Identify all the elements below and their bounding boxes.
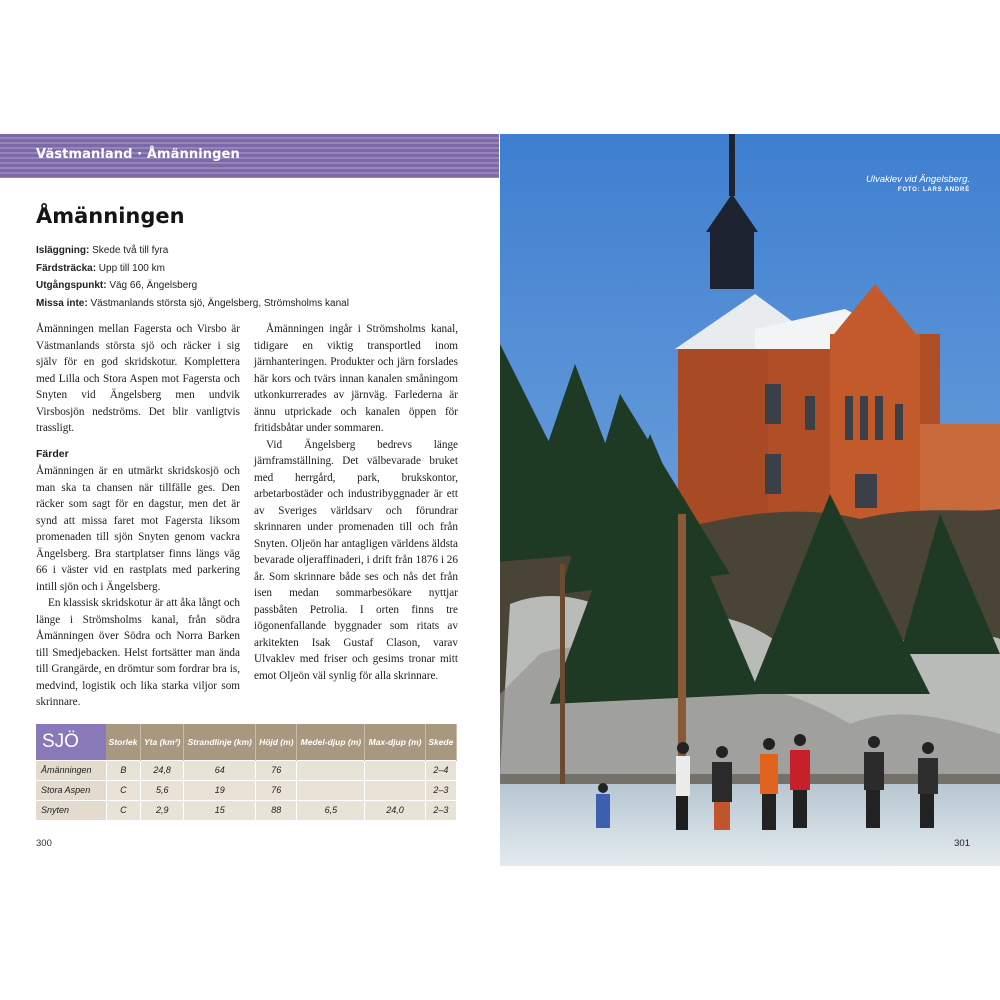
column-header: Strandlinje (km) (184, 724, 256, 760)
table-cell: 2–3 (425, 800, 456, 820)
fact-label: Utgångspunkt: (36, 280, 107, 291)
table-cell: 2,9 (141, 800, 184, 820)
table-cell: C (106, 800, 141, 820)
page-title: Åmänningen (36, 204, 185, 228)
table-row (36, 800, 457, 820)
page-number-right: 301 (954, 838, 970, 849)
table-cell: 64 (184, 760, 256, 780)
section-header-title: Västmanland · Åmänningen (36, 147, 240, 162)
table-cell: 5,6 (141, 780, 184, 800)
fact-row (36, 260, 476, 278)
table-cell: 15 (184, 800, 256, 820)
caption-text: Ulvaklev vid Ängelsberg. (865, 174, 970, 185)
fact-value: Skede två till fyra (89, 245, 169, 256)
photo-illustration (500, 134, 1000, 866)
table-cell (297, 760, 365, 780)
table-cell (297, 780, 365, 800)
fact-row (36, 242, 476, 260)
body-paragraph: Vid Ängelsberg bedrevs länge järnframställning. Det välbevarade bruket med herrgård, park, brukskontor, arbetarbostäder och industribyggnader är ett av Sveriges världsarv och förundrar skrinnaren under promenaden till och från Snyten. Oljeön har antagligen världens äldsta bevarade oljeraffinaderi, i drift från 1876 i 26 år. Som skrinnare både ses och nås det från isen medan sommarbesökare nyttjar passbåten Petrolia. I orten finns tre iögonenfallande byggnader som ritats av arkitekten Isak Gustaf Clason, varav Ulvaklev med friser och gesims tronar mitt emot Oljeön väl synlig för alla skrinnare. (254, 438, 458, 682)
table-cell: 76 (256, 760, 297, 780)
left-page (0, 134, 500, 866)
body-paragraph: Åmänningen ingår i Strömsholms kanal, tidigare en viktig transportled inom järnhanteringen. Produkter och järn forslades här kors och tvärs innan kanalen småningom utkonkurrerades av järnväg. Farlederna är ännu utprickade och kanalen öppen för fritidsbåtar under sommaren. (254, 323, 458, 434)
table-cell: 88 (256, 800, 297, 820)
fact-value: Västmanlands största sjö, Ängelsberg, Strömsholms kanal (87, 297, 349, 309)
body-paragraph: En klassisk skridskotur är att åka långt och länge i Strömsholms kanal, från södra Åmänningen över Södra och Norra Barken till Smedjebacken. Helst fortsätter man ända till Grangärde, en drömtur som fordrar bra is, medvind, logistik och lika starka viljor som skrinnare. (36, 597, 240, 708)
fact-value: Väg 66, Ängelsberg (106, 280, 198, 291)
table-cell: 2–4 (425, 760, 456, 780)
table-cell: C (106, 780, 141, 800)
column-header: Yta (km²) (141, 724, 184, 760)
section-header-band (0, 134, 499, 178)
photo-credit: FOTO: LARS ANDRÉ (897, 187, 970, 193)
table-cell: 24,8 (141, 760, 184, 780)
table-cell: B (106, 760, 141, 780)
fact-label: Isläggning: (36, 245, 90, 256)
table-header-row (36, 724, 457, 760)
fact-label: Missa inte: (36, 297, 88, 309)
text-column-left (36, 321, 240, 711)
section-heading: Färder (36, 447, 69, 460)
fact-label: Färdsträcka: (36, 262, 97, 274)
table-cell: 2–3 (425, 780, 456, 800)
table-cell: 6,5 (297, 800, 365, 820)
table-row (36, 780, 457, 800)
body-paragraph: Åmänningen mellan Fagersta och Virsbo är Västmanlands största sjö och räcker i sig själv för en god skridskotur. Komplettera med Lilla och Stora Aspen mot Fagersta och Snyten vid Ängelsberg men undvik Virsbosjön nedströms. Det blir vanligtvis trassligt. (36, 323, 240, 434)
text-column-right (254, 321, 458, 684)
lake-table (36, 724, 457, 820)
table-title: SJÖ (36, 724, 106, 760)
column-header: Storlek (106, 724, 141, 760)
table-cell: Snyten (36, 800, 106, 820)
pine-trunk (560, 564, 565, 784)
fact-value: Upp till 100 km (96, 262, 165, 274)
table-cell (365, 780, 425, 800)
fact-row (36, 295, 476, 313)
body-paragraph: Åmänningen är en utmärkt skridskosjö och man ska ta chansen när tillfälle ges. Den räcker som sagt för en dagstur, men det är synd att missa faret mot Fagersta liksom promenaden till sjön Snyten genom vackra Ängelsberg. Bra startplatser finns längs väg 66 i väster vid en rastplats med parkering intill sjön och i Ängelsberg. (36, 465, 240, 593)
table-cell: Åmänningen (36, 760, 106, 780)
table-cell: 24,0 (365, 800, 425, 820)
page-number-left: 300 (36, 838, 52, 849)
photo-caption (866, 174, 970, 193)
table-cell (365, 760, 425, 780)
fact-row (36, 277, 476, 295)
column-header: Höjd (m) (256, 724, 297, 760)
right-page-photo (500, 134, 1000, 866)
table-cell: Stora Aspen (36, 780, 106, 800)
column-header: Skede (425, 724, 456, 760)
column-header: Max-djup (m) (365, 724, 425, 760)
facts-box (36, 242, 476, 312)
table-row (36, 760, 457, 780)
table-cell: 19 (184, 780, 256, 800)
column-header: Medel-djup (m) (297, 724, 365, 760)
table-cell: 76 (256, 780, 297, 800)
